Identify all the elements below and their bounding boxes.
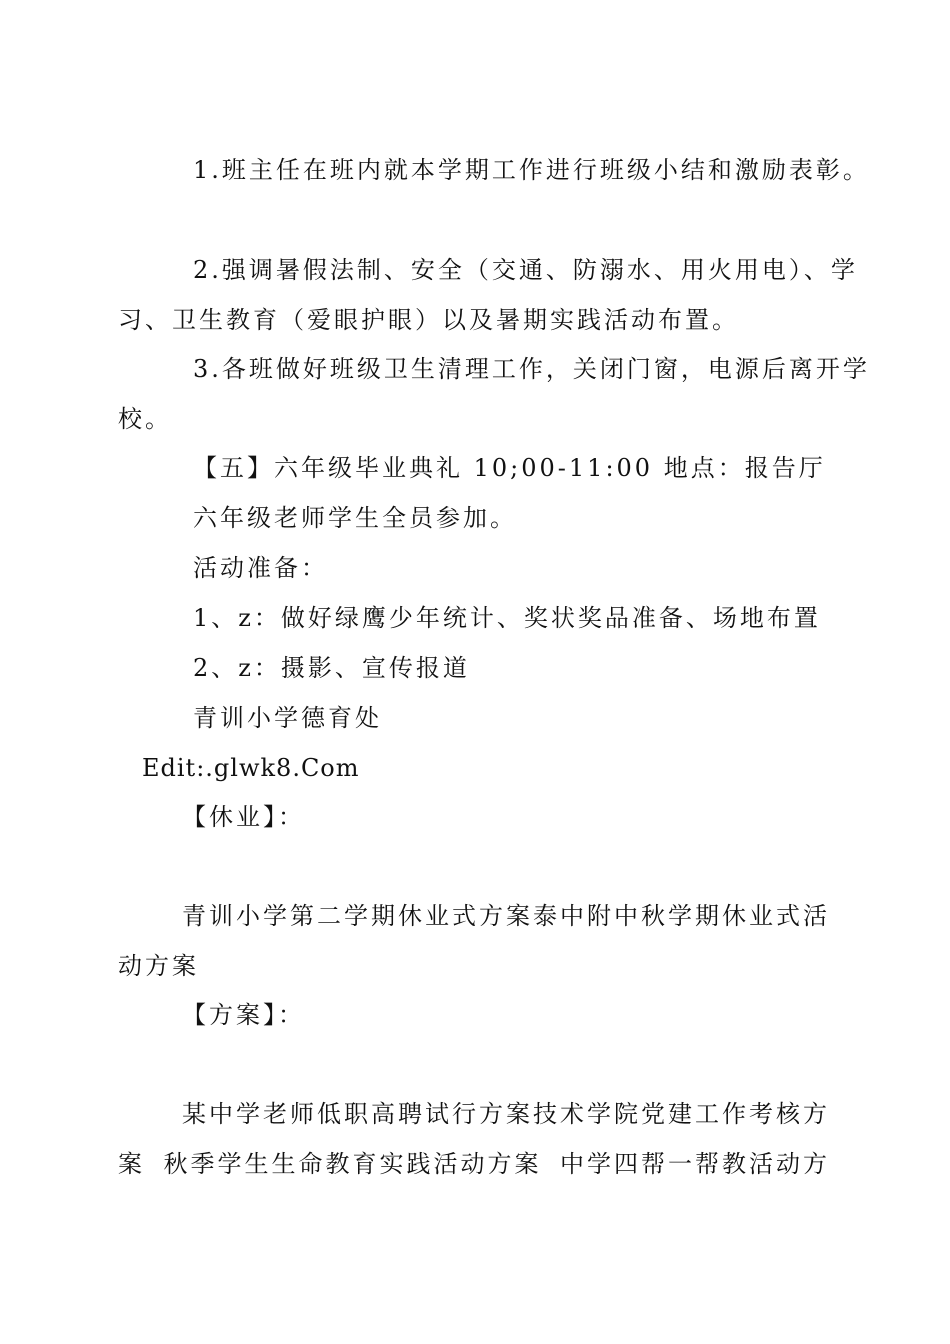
- related-row-2: [118, 1099, 830, 1129]
- tag-fangan: 【方案】：: [182, 1001, 305, 1029]
- related-row-3: [118, 1149, 830, 1179]
- section-5-heading: 【五】六年级毕业典礼 10;00-11:00 地点：报告厅: [193, 454, 826, 482]
- related-link-5[interactable]: 秋季学生生命教育实践活动方案: [163, 1150, 542, 1178]
- signature: 青训小学德育处: [193, 704, 382, 732]
- paragraph-2-line-2: 习、卫生教育（爱眼护眼）以及暑期实践活动布置。: [118, 306, 739, 334]
- related-link-6[interactable]: 中学四帮一帮教活动方: [560, 1150, 830, 1178]
- paragraph-3-line-2: 校。: [118, 405, 172, 433]
- paragraph-3-line-1: 3.各班做好班级卫生清理工作，关闭门窗，电源后离开学: [193, 355, 870, 383]
- attendees-text: 六年级老师学生全员参加。: [193, 504, 517, 532]
- paragraph-2-line-1: 2.强调暑假法制、安全（交通、防溺水、用火用电）、学: [193, 256, 858, 284]
- tag-xiuye: 【休业】：: [182, 803, 305, 831]
- edit-source: Edit:.glwk8.Com: [142, 754, 360, 782]
- related-link-2-cont[interactable]: 动方案: [118, 952, 199, 980]
- related-row-1: [118, 901, 830, 931]
- related-link-4[interactable]: 技术学院党建工作考核方: [533, 1100, 830, 1128]
- related-link-2[interactable]: 泰中附中秋学期休业式活: [533, 902, 830, 930]
- paragraph-1: 1.班主任在班内就本学期工作进行班级小结和激励表彰。: [193, 156, 870, 184]
- prep-item-2: 2、z：摄影、宣传报道: [193, 654, 470, 682]
- prep-item-1: 1、z：做好绿鹰少年统计、奖状奖品准备、场地布置: [193, 604, 821, 632]
- related-link-3[interactable]: 某中学老师低职高聘试行方案: [182, 1100, 533, 1128]
- prep-heading: 活动准备：: [193, 554, 328, 582]
- related-link-1[interactable]: 青训小学第二学期休业式方案: [182, 902, 533, 930]
- related-link-4-cont[interactable]: 案: [118, 1150, 145, 1178]
